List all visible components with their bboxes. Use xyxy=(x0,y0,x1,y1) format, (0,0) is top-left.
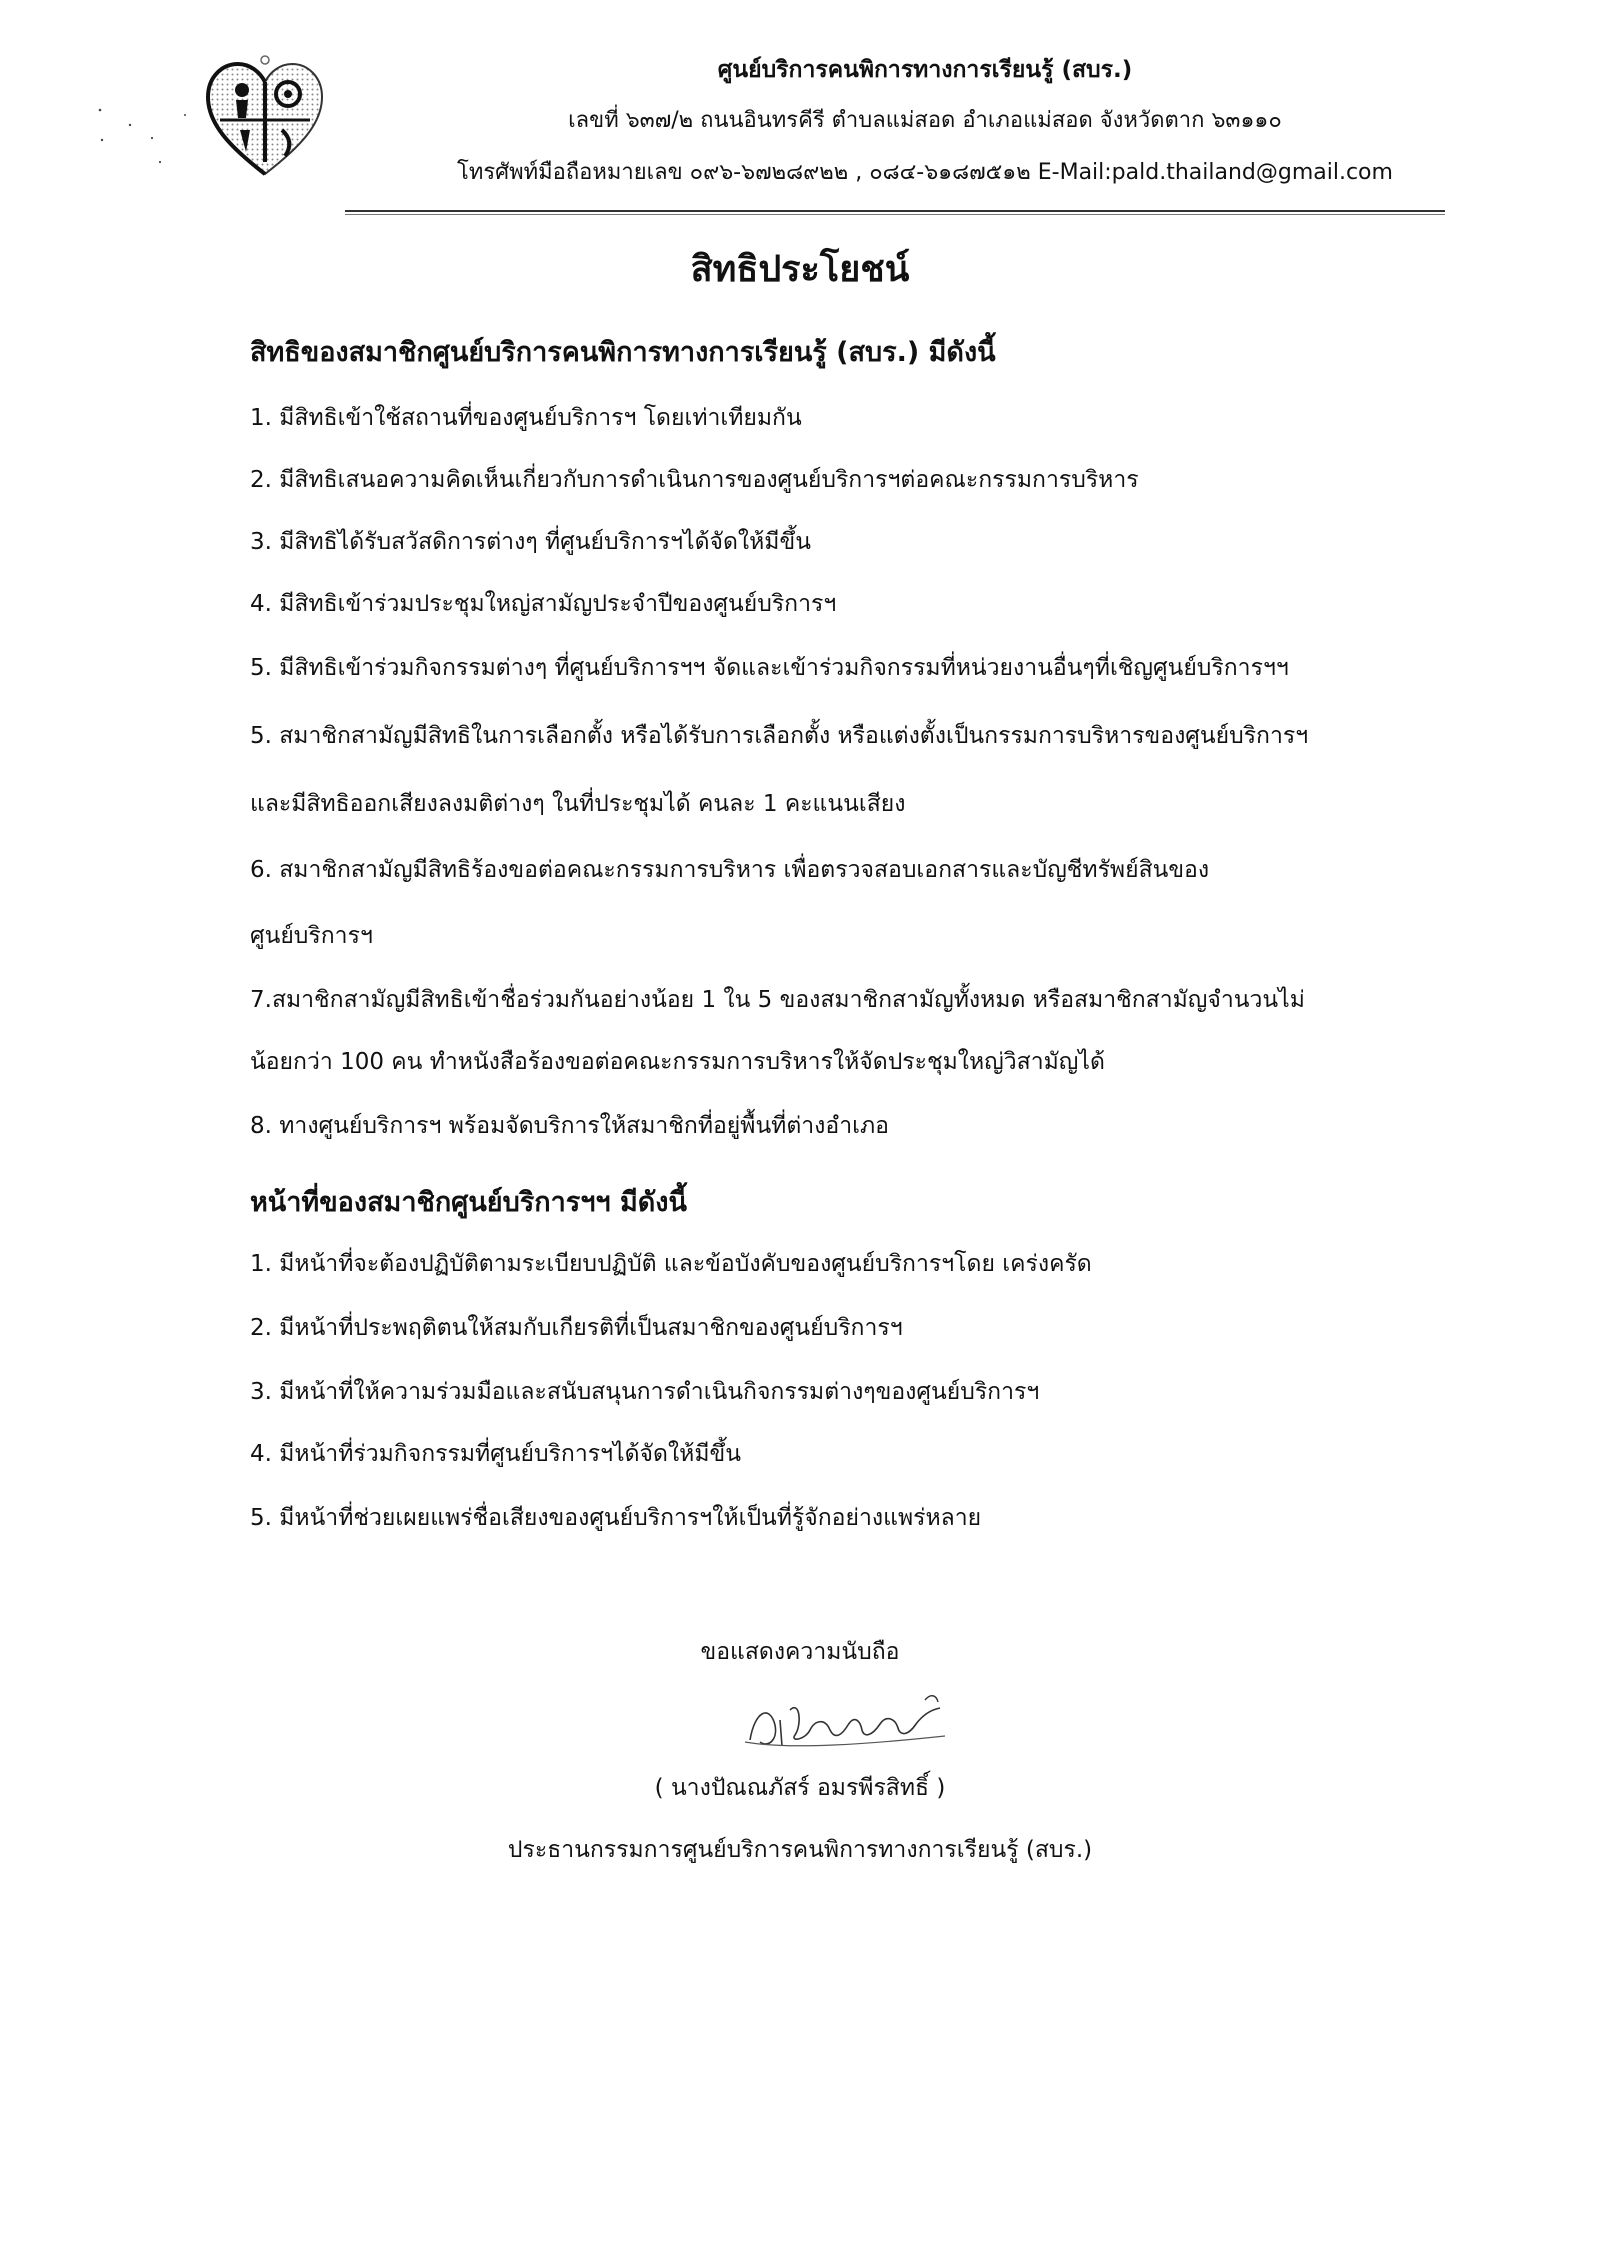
rights-line: 1. มีสิทธิเข้าใช้สถานที่ของศูนย์บริการฯ โดยเท่าเทียมกัน xyxy=(250,405,802,431)
rights-heading: สิทธิของสมาชิกศูนย์บริการคนพิการทางการเรียนรู้ (สบร.) มีดังนี้ xyxy=(250,337,996,368)
handwritten-signature xyxy=(730,1680,970,1760)
signer-name: ( นางปัณณภัสร์ อมรพีรสิทธิ์ ) xyxy=(654,1775,946,1801)
rights-line: และมีสิทธิออกเสียงลงมติต่างๆ ในที่ประชุมได้ คนละ 1 คะแนนเสียง xyxy=(250,791,906,817)
header-contact: โทรศัพท์มือถือหมายเลข ๐๙๖-๖๗๒๘๙๒๒ , ๐๘๔-๖๑๘๗๕๑๒ E-Mail:pald.thailand@gmail.com xyxy=(457,160,1393,185)
rights-line: 6. สมาชิกสามัญมีสิทธิร้องขอต่อคณะกรรมการบริหาร เพื่อตรวจสอบเอกสารและบัญชีทรัพย์สินของ xyxy=(250,857,1210,883)
header-org-name: ศูนย์บริการคนพิการทางการเรียนรู้ (สบร.) xyxy=(717,57,1133,83)
header-divider xyxy=(345,210,1445,215)
rights-line: 4. มีสิทธิเข้าร่วมประชุมใหญ่สามัญประจำปีของศูนย์บริการฯ xyxy=(250,591,837,617)
duties-heading: หน้าที่ของสมาชิกศูนย์บริการฯฯ มีดังนี้ xyxy=(250,1187,687,1218)
rights-line: น้อยกว่า 100 คน ทำหนังสือร้องขอต่อคณะกรรมการบริหารให้จัดประชุมใหญ่วิสามัญได้ xyxy=(250,1049,1105,1075)
rights-line: 8. ทางศูนย์บริการฯ พร้อมจัดบริการให้สมาชิกที่อยู่พื้นที่ต่างอำเภอ xyxy=(250,1113,889,1139)
document-title: สิทธิประโยชน์ xyxy=(690,249,910,290)
header-address: เลขที่ ๖๓๗/๒ ถนนอินทรคีรี ตำบลแม่สอด อำเภอแม่สอด จังหวัดตาก ๖๓๑๑๐ xyxy=(568,108,1282,133)
duties-line: 3. มีหน้าที่ให้ความร่วมมือและสนับสนุนการดำเนินกิจกรรมต่างๆของศูนย์บริการฯ xyxy=(250,1379,1040,1405)
duties-line: 5. มีหน้าที่ช่วยเผยแพร่ชื่อเสียงของศูนย์บริการฯให้เป็นที่รู้จักอย่างแพร่หลาย xyxy=(250,1505,982,1531)
rights-line: 2. มีสิทธิเสนอความคิดเห็นเกี่ยวกับการดำเนินการของศูนย์บริการฯต่อคณะกรรมการบริหาร xyxy=(250,467,1139,493)
closing-salutation: ขอแสดงความนับถือ xyxy=(700,1639,900,1665)
rights-line: 5. สมาชิกสามัญมีสิทธิในการเลือกตั้ง หรือได้รับการเลือกตั้ง หรือแต่งตั้งเป็นกรรมการบริหารของศูนย์บริการฯ xyxy=(250,723,1309,749)
rights-line: 7.สมาชิกสามัญมีสิทธิเข้าชื่อร่วมกันอย่างน้อย 1 ใน 5 ของสมาชิกสามัญทั้งหมด หรือสมาชิกสามัญจำนวนไม่ xyxy=(250,987,1305,1013)
rights-line: 5. มีสิทธิเข้าร่วมกิจกรรมต่างๆ ที่ศูนย์บริการฯฯ จัดและเข้าร่วมกิจกรรมที่หน่วยงานอื่นๆที่เชิญศูนย์บริการฯฯ xyxy=(250,655,1289,681)
duties-line: 4. มีหน้าที่ร่วมกิจกรรมที่ศูนย์บริการฯได้จัดให้มีขึ้น xyxy=(250,1441,741,1467)
rights-line: 3. มีสิทธิได้รับสวัสดิการต่างๆ ที่ศูนย์บริการฯได้จัดให้มีขึ้น xyxy=(250,529,811,555)
signer-title: ประธานกรรมการศูนย์บริการคนพิการทางการเรียนรู้ (สบร.) xyxy=(507,1837,1093,1863)
scan-specks xyxy=(90,100,210,170)
duties-line: 2. มีหน้าที่ประพฤติตนให้สมกับเกียรติที่เป็นสมาชิกของศูนย์บริการฯ xyxy=(250,1315,903,1341)
rights-line: ศูนย์บริการฯ xyxy=(250,923,373,949)
organization-logo xyxy=(200,52,330,182)
duties-line: 1. มีหน้าที่จะต้องปฏิบัติตามระเบียบปฏิบัติ และข้อบังคับของศูนย์บริการฯโดย เคร่งครัด xyxy=(250,1251,1092,1277)
